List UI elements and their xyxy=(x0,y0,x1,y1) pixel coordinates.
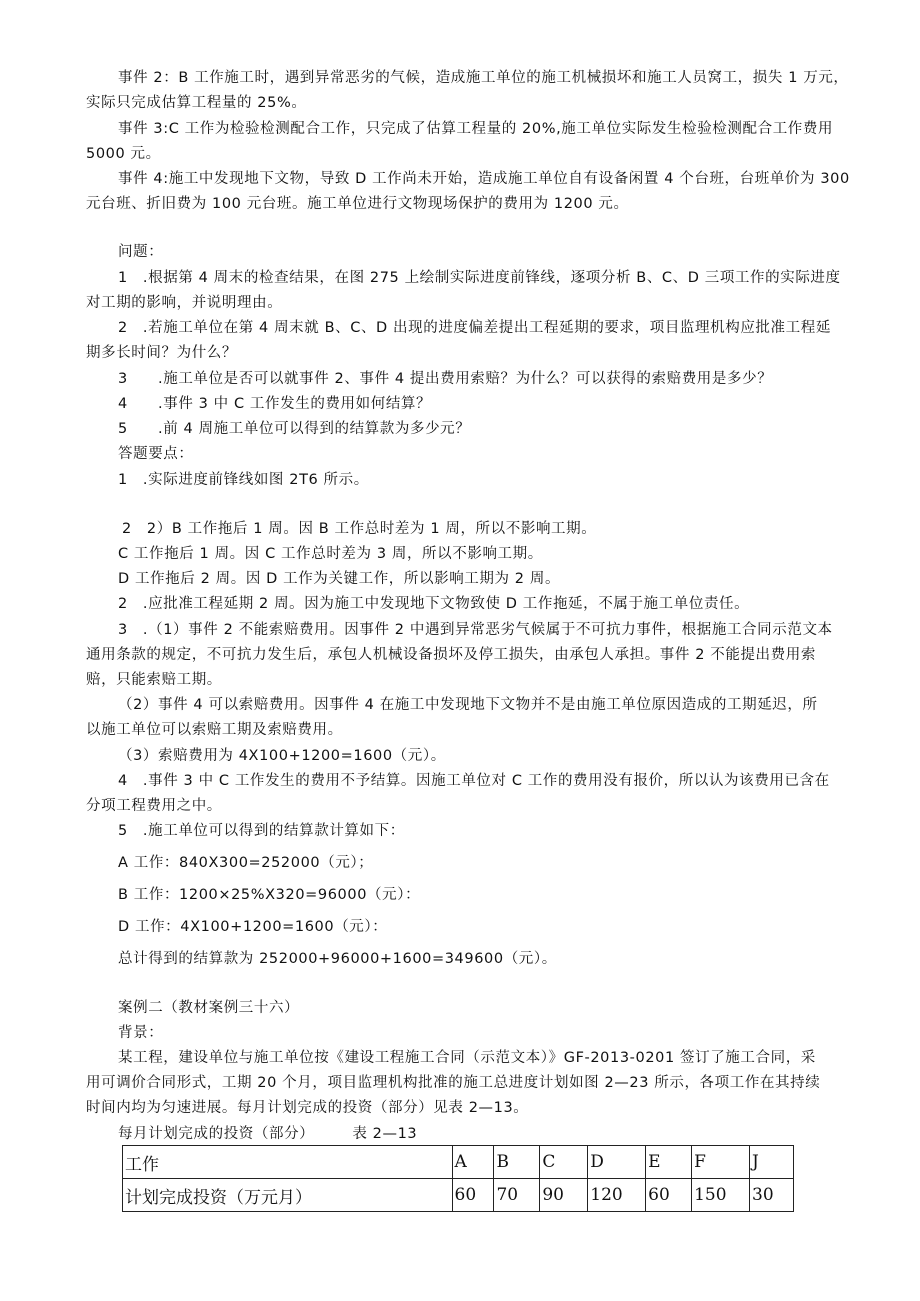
answer-5-total: 总计得到的结算款为 252000+96000+1600=349600（元）。 xyxy=(118,951,557,967)
event3-line1: 事件 3:C 工作为检验检测配合工作，只完成了估算工程量的 20%,施工单位实际发生检验检测配合工作费用 xyxy=(118,121,834,137)
table-cell: 30 xyxy=(750,1179,794,1212)
case2-background-label: 背景： xyxy=(118,1025,164,1041)
table-cell: 150 xyxy=(692,1179,750,1212)
event3-line2: 5000 元。 xyxy=(86,146,161,162)
table-header-cell: D xyxy=(588,1146,646,1179)
answer-1-c: C 工作拖后 1 周。因 C 工作总时差为 3 周，所以不影响工期。 xyxy=(118,546,543,562)
table-row xyxy=(123,1179,794,1212)
investment-table xyxy=(122,1145,794,1212)
case2-paragraph-line3: 时间内均为匀速进展。每月计划完成的投资（部分）见表 2—13。 xyxy=(86,1100,529,1116)
case2-title: 案例二（教材案例三十六） xyxy=(118,1000,300,1016)
question-1-line2: 对工期的影响，并说明理由。 xyxy=(86,295,283,311)
answer-4-line1: 4 .事件 3 中 C 工作发生的费用不予结算。因施工单位对 C 工作的费用没有报价，所以认为该费用已含在 xyxy=(118,773,830,789)
event2-line2: 实际只完成估算工程量的 25%。 xyxy=(86,95,307,111)
answer-1: 1 .实际进度前锋线如图 2T6 所示。 xyxy=(118,472,369,488)
answer-2: 2 .应批准工程延期 2 周。因为施工中发现地下文物致使 D 工作拖延，不属于施工单位责任。 xyxy=(118,596,750,612)
table-row1-label: 工作 xyxy=(123,1146,453,1179)
answer-3-1-line2: 通用条款的规定，不可抗力发生后，承包人机械设备损坏及停工损失，由承包人承担。事件 2 不能提出费用索 xyxy=(86,647,816,663)
table-row2-label: 计划完成投资（万元月） xyxy=(123,1179,453,1212)
answer-3-3: （3）索赔费用为 4X100+1200=1600（元）。 xyxy=(118,748,446,764)
question-5: 5 .前 4 周施工单位可以得到的结算款为多少元？ xyxy=(118,421,471,437)
answers-heading: 答题要点： xyxy=(118,446,194,462)
answer-1-b: 2 2）B 工作拖后 1 周。因 B 工作总时差为 1 周，所以不影响工期。 xyxy=(122,521,597,537)
table-cell: 90 xyxy=(540,1179,588,1212)
question-4: 4 .事件 3 中 C 工作发生的费用如何结算？ xyxy=(118,396,432,412)
answer-3-1-line1: 3 .（1）事件 2 不能索赔费用。因事件 2 中遇到异常恶劣气候属于不可抗力事件，根据施工合同示范文本 xyxy=(118,622,833,638)
table-cell: 60 xyxy=(452,1179,494,1212)
question-2-line1: 2 .若施工单位在第 4 周末就 B、C、D 出现的进度偏差提出工程延期的要求，项目监理机构应批准工程延 xyxy=(118,320,831,336)
event4-line1: 事件 4:施工中发现地下文物，导致 D 工作尚未开始，造成施工单位自有设备闲置 4 个台班，台班单价为 300 xyxy=(118,171,850,187)
answer-5-d: D 工作：4X100+1200=1600（元）： xyxy=(118,919,388,935)
event2-line1: 事件 2：B 工作施工时，遇到异常恶劣的气候，造成施工单位的施工机械损坏和施工人员窝工，损失 1 万元， xyxy=(118,70,849,86)
table-cell: 120 xyxy=(588,1179,646,1212)
case2-paragraph-line2: 用可调价合同形式，工期 20 个月，项目监理机构批准的施工总进度计划如图 2—23 所示，各项工作在其持续 xyxy=(86,1075,821,1091)
questions-heading: 问题： xyxy=(118,244,164,260)
question-2-line2: 期多长时间？为什么？ xyxy=(86,345,237,361)
event4-line2: 元台班、折旧费为 100 元台班。施工单位进行文物现场保护的费用为 1200 元。 xyxy=(86,196,629,212)
answer-1-d: D 工作拖后 2 周。因 D 工作为关键工作，所以影响工期为 2 周。 xyxy=(118,571,561,587)
table-header-row xyxy=(123,1146,794,1179)
case2-paragraph-line1: 某工程，建设单位与施工单位按《建设工程施工合同（示范文本）》GF-2013-0201 签订了施工合同，采 xyxy=(118,1050,816,1066)
question-1-line1: 1 .根据第 4 周末的检查结果，在图 275 上绘制实际进度前锋线，逐项分析 B、C、D 三项工作的实际进度 xyxy=(118,270,841,286)
answer-3-2-line2: 以施工单位可以索赔工期及索赔费用。 xyxy=(86,722,343,738)
table-cell: 60 xyxy=(646,1179,692,1212)
table-cell: 70 xyxy=(494,1179,540,1212)
answer-3-1-line3: 赔，只能索赔工期。 xyxy=(86,672,222,688)
table-header-cell: J xyxy=(750,1146,794,1179)
table-header-cell: A xyxy=(452,1146,494,1179)
answer-5-a: A 工作：840X300=252000（元）； xyxy=(118,855,374,871)
answer-4-line2: 分项工程费用之中。 xyxy=(86,798,222,814)
table-header-cell: C xyxy=(540,1146,588,1179)
table-header-cell: E xyxy=(646,1146,692,1179)
answer-5-b: B 工作：1200×25%X320=96000（元）： xyxy=(118,887,421,903)
answer-5: 5 .施工单位可以得到的结算款计算如下： xyxy=(118,823,405,839)
table-caption: 每月计划完成的投资（部分） 表 2—13 xyxy=(118,1126,418,1142)
table-header-cell: B xyxy=(494,1146,540,1179)
table-header-cell: F xyxy=(692,1146,750,1179)
question-3: 3 .施工单位是否可以就事件 2、事件 4 提出费用索赔？为什么？可以获得的索赔费用是多少？ xyxy=(118,371,773,387)
answer-3-2-line1: （2）事件 4 可以索赔费用。因事件 4 在施工中发现地下文物并不是由施工单位原因造成的工期延迟，所 xyxy=(118,697,818,713)
